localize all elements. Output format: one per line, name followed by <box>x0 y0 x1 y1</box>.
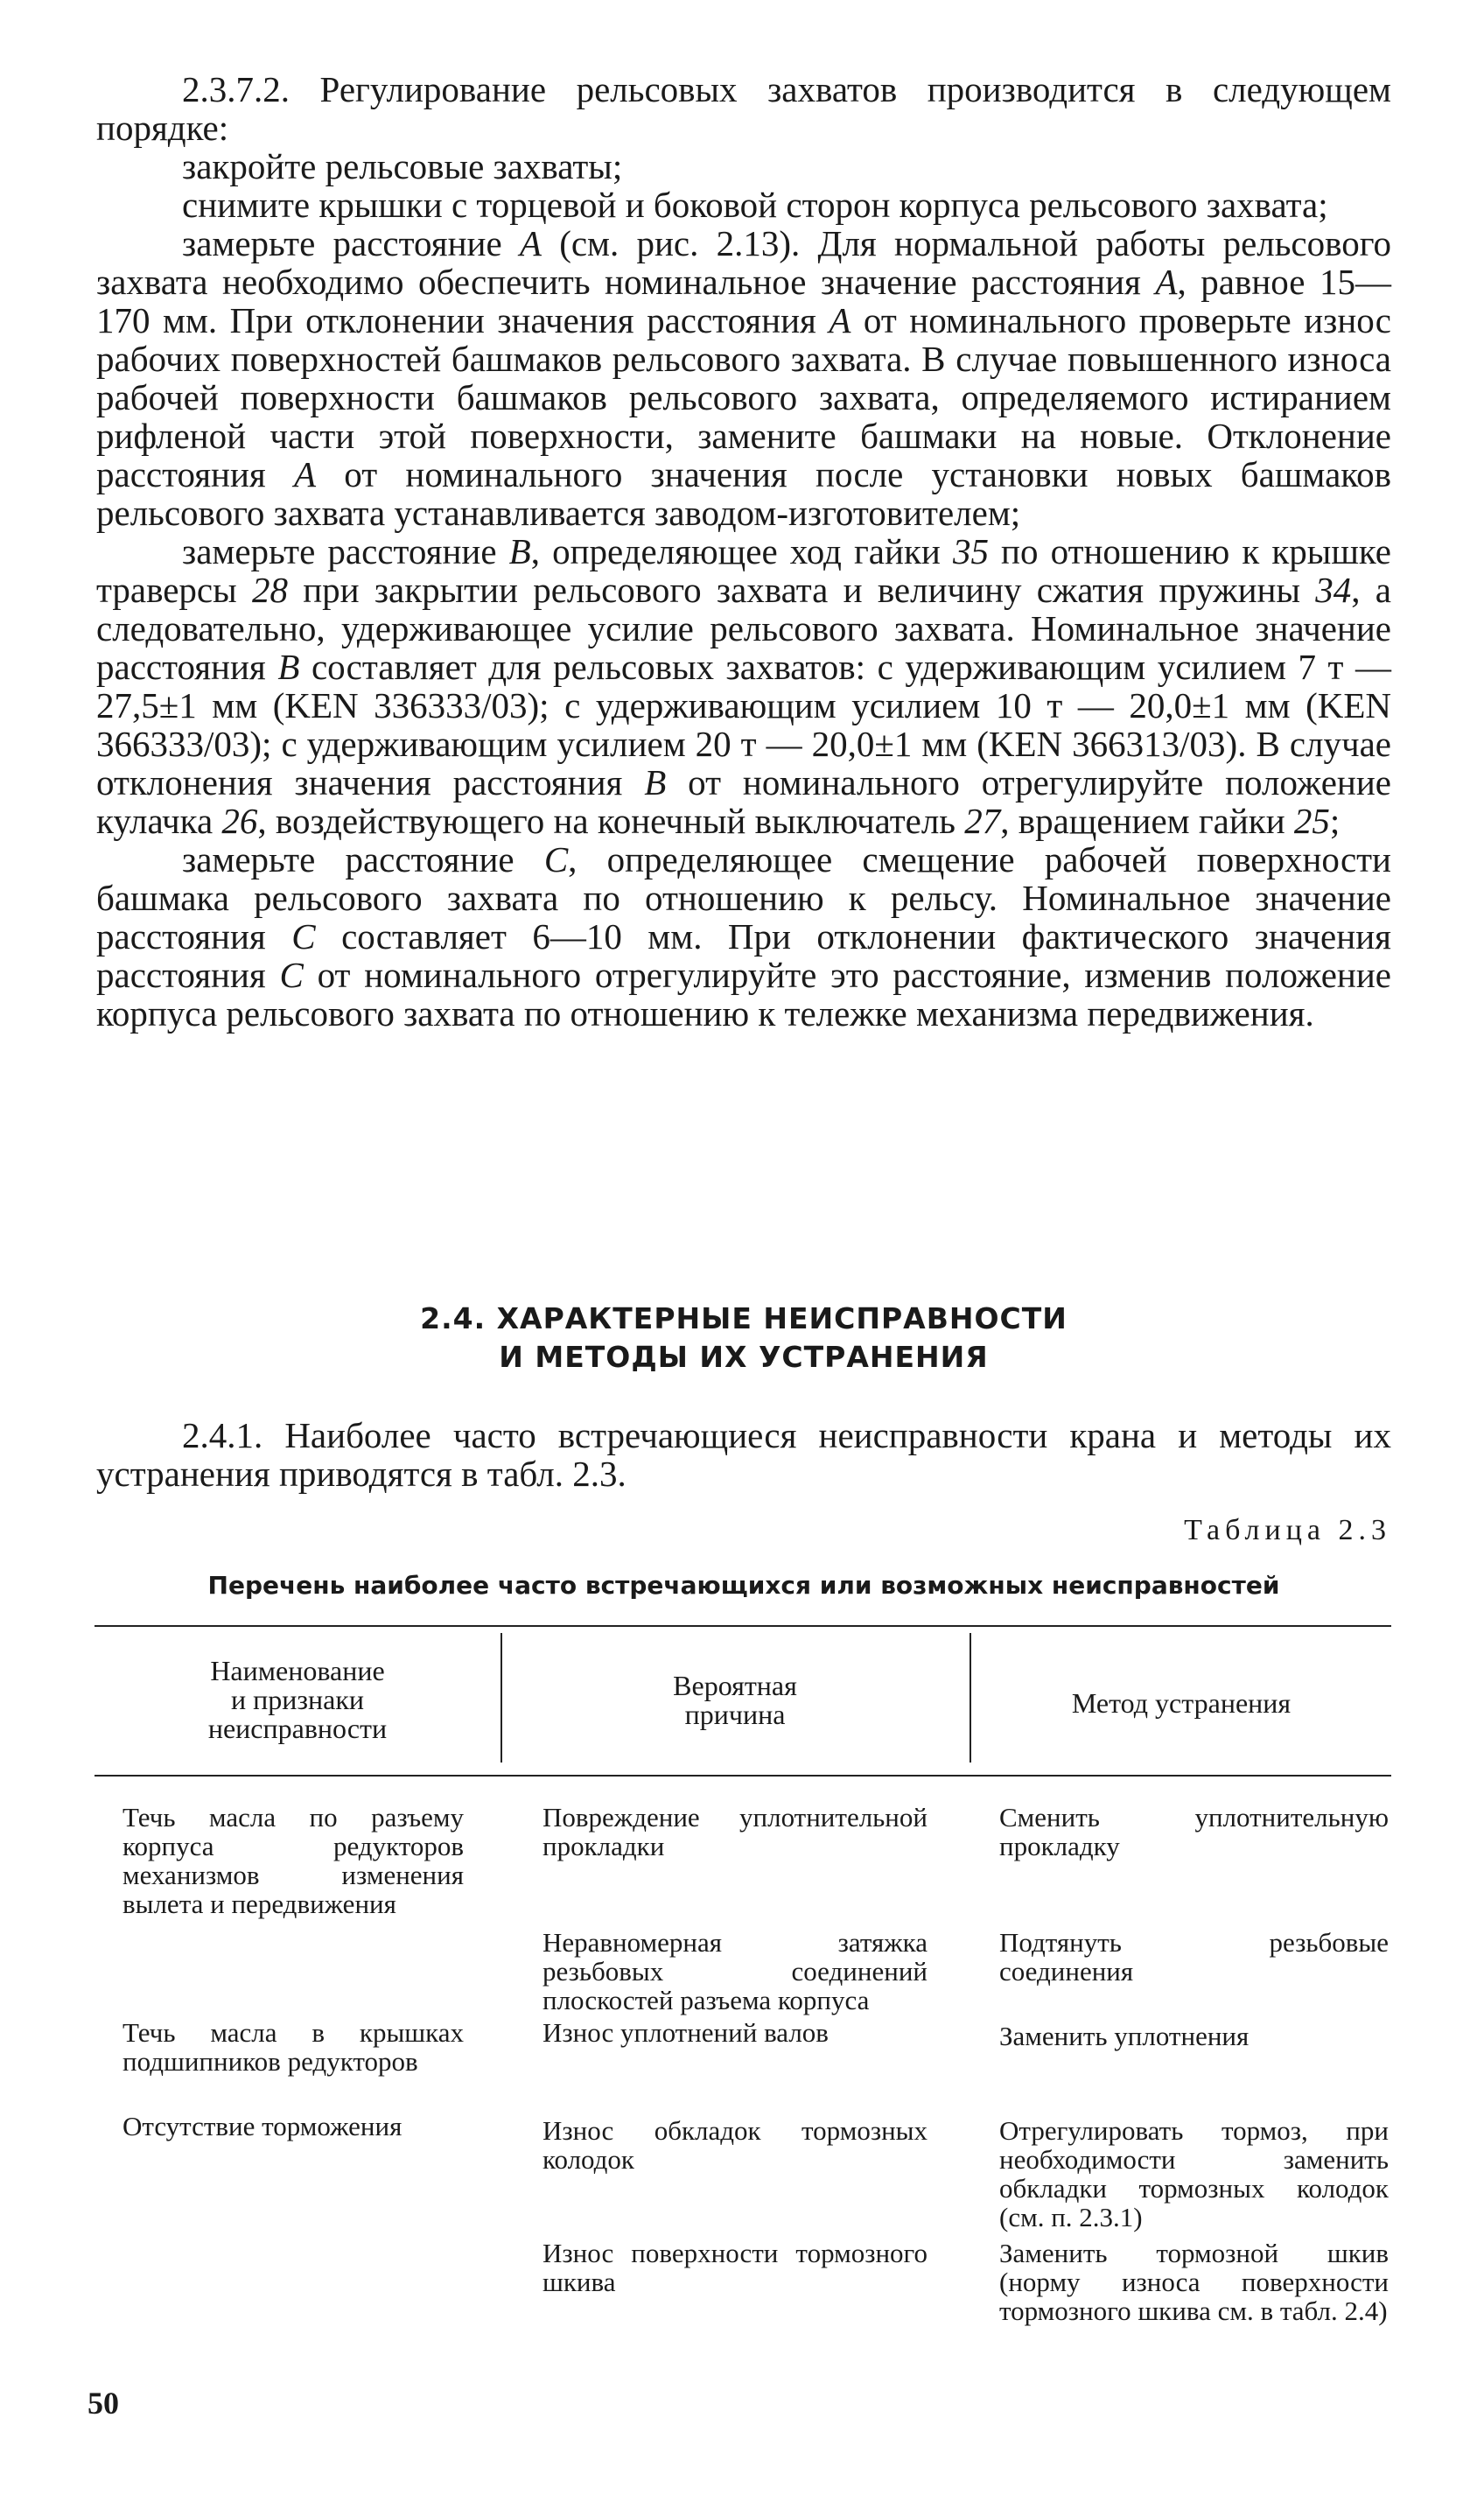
row-1-remedy: Сменить уплотнительную прокладку <box>999 1802 1389 1861</box>
table-label: Таблица 2.3 <box>1184 1514 1391 1546</box>
body-paragraph: замерьте расстояние В, определяющее ход гайки 35 по отношению к крышке траверсы 28 при закрытии рельсового захвата и величину сжатия пружины 34, а следовательно, удерживающее усилие рельсового захвата. Номинальное значение расстояния В составляет для рельсовых захватов: с удерживающим усилием 7 т — 27,5±1 мм (KEN 336333/03); с удерживающим усилием 10 т — 20,0±1 мм (KEN 366333/03); с удерживающим усилием 20 т — 20,0±1 мм (KEN 366313/03). В случае отклонения значения расстояния В от номинального отрегулируйте положение кулачка 26, воздействующего на конечный выключатель 27, вращением гайки 25; <box>96 531 1392 841</box>
row-3-cause: Износ уплотнений валов <box>542 2017 829 2048</box>
row-4-cause: Износ обкладок тормозных колодок <box>542 2115 928 2175</box>
section-heading-line-1: 2.4. ХАРАКТЕРНЫЕ НЕИСПРАВНОСТИ <box>420 1301 1068 1335</box>
section-heading-line-2: И МЕТОДЫ ИХ УСТРАНЕНИЯ <box>499 1340 989 1374</box>
intro-paragraph <box>96 1416 1391 1493</box>
row-4-remedy: Отрегулировать тормоз, при необходимости заменить обкладки тормозных колодок (см. п. 2.3.1) <box>999 2115 1389 2232</box>
intro-text: 2.4.1. Наиболее часто встречающиеся неисправности крана и методы их устранения приводятся в табл. 2.3. <box>96 1415 1391 1494</box>
column-divider-1 <box>500 1633 502 1763</box>
row-5-cause: Износ поверхности тормозного шкива <box>542 2238 928 2297</box>
table-header-rule <box>94 1775 1391 1777</box>
body-paragraph: замерьте расстояние С, определяющее смещение рабочей поверхности башмака рельсового захвата по отношению к рельсу. Номинальное значение расстояния С составляет 6—10 мм. При отклонении фактического значения расстояния С от номинального отрегулируйте это расстояние, изменив положение корпуса рельсового захвата по отношению к тележке механизма передвижения. <box>96 839 1391 1034</box>
body-paragraph: снимите крышки с торцевой и боковой сторон корпуса рельсового захвата; <box>182 185 1328 225</box>
header-probable-cause: Вероятная причина <box>673 1670 797 1730</box>
header-remedy: Метод устранения <box>1071 1687 1292 1719</box>
section-heading <box>96 1300 1391 1377</box>
row-4-fault: Отсутствие торможения <box>122 2111 402 2141</box>
row-1-fault: Течь масла по разъему корпуса редукторов механизмов изменения вылета и передвижения <box>122 1802 464 1919</box>
body-text <box>96 70 1391 1033</box>
page-number: 50 <box>88 2386 119 2421</box>
body-paragraph: 2.3.7.2. Регулирование рельсовых захватов производится в следующем порядке: <box>96 69 1391 148</box>
header-fault-name: Наименование и признаки неисправности <box>207 1655 388 1744</box>
table-caption: Перечень наиболее часто встречающихся или возможных неисправностей <box>207 1571 1280 1600</box>
row-2-remedy: Подтянуть резьбовые соединения <box>999 1927 1389 1987</box>
body-paragraph: закройте рельсовые захваты; <box>182 146 623 186</box>
row-1-cause: Повреждение уплотнительной прокладки <box>542 1802 928 1861</box>
row-2-cause: Неравномерная затяжка резьбовых соединений плоскостей разъема корпуса <box>542 1927 928 2015</box>
row-5-remedy: Заменить тормозной шкив (норму износа поверхности тормозного шкива см. в табл. 2.4) <box>999 2238 1389 2326</box>
table-top-rule <box>94 1625 1391 1627</box>
row-3-remedy: Заменить уплотнения <box>999 2021 1250 2051</box>
row-3-fault: Течь масла в крышках подшипников редукторов <box>122 2017 464 2077</box>
column-divider-2 <box>970 1633 971 1763</box>
body-paragraph: замерьте расстояние А (см. рис. 2.13). Для нормальной работы рельсового захвата необходимо обеспечить номинальное значение расстояния А, равное 15—170 мм. При отклонении значения расстояния А от номинального проверьте износ рабочих поверхностей башмаков рельсового захвата. В случае повышенного износа рабочей поверхности башмаков рельсового захвата, определяемого истиранием рифленой части этой поверхности, замените башмаки на новые. Отклонение расстояния А от номинального значения после установки новых башмаков рельсового захвата устанавливается заводом-изготовителем; <box>96 223 1391 533</box>
